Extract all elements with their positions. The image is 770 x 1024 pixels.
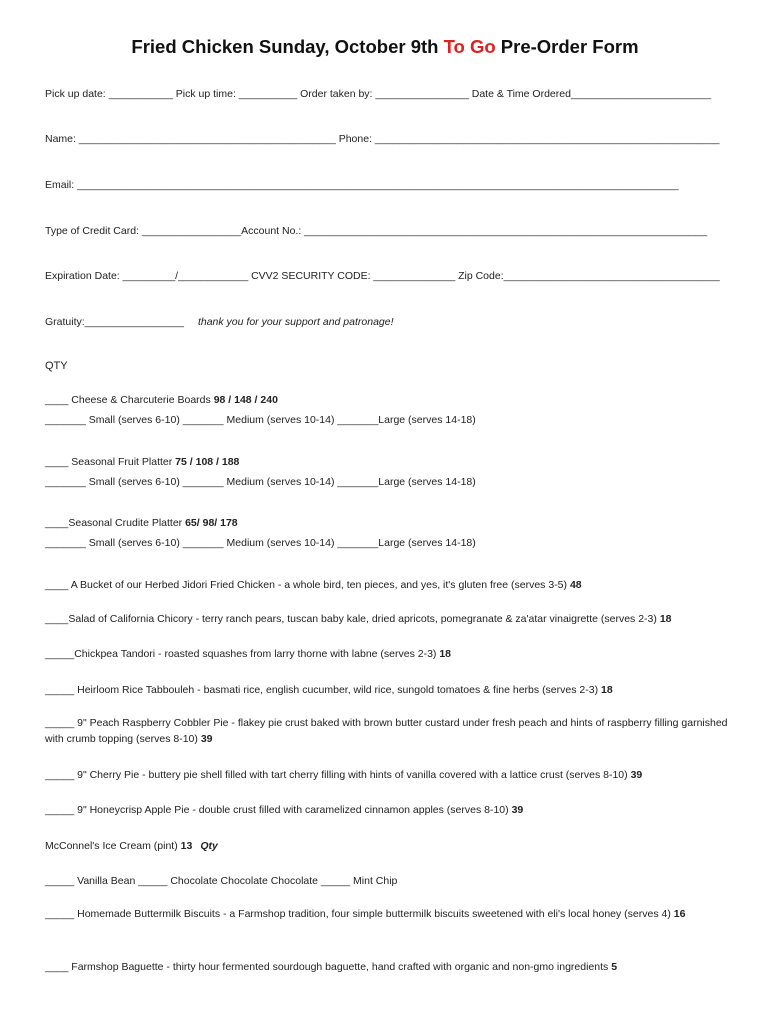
item-cheese-label: ____ Cheese & Charcuterie Boards [45, 394, 214, 406]
item-cherry-label: _____ 9" Cherry Pie - buttery pie shell filled with tart cherry filling with hints of vanilla covered with a lattice crust (serves 8-10) [45, 769, 631, 781]
item-fruit-label: ____ Seasonal Fruit Platter [45, 456, 176, 468]
item-icecream [45, 839, 218, 853]
icecream-flavors[interactable]: _____ Vanilla Bean _____ Chocolate Chocolate Chocolate _____ Mint Chip [45, 875, 398, 887]
pickup-row[interactable]: Pick up date: ___________ Pick up time: __________ Order taken by: ________________ Date & Time Ordered________________________ [45, 88, 712, 100]
item-crudite[interactable] [45, 516, 238, 530]
item-baguette-label: ____ Farmshop Baguette - thirty hour fermented sourdough baguette, hand crafted with organic and non-gmo ingredients [45, 961, 612, 973]
item-cheese-sizes[interactable]: _______ Small (serves 6-10) _______ Medium (serves 10-14) _______Large (serves 14-18) [45, 414, 476, 426]
page-title [0, 36, 770, 58]
item-cherry-pie[interactable] [45, 768, 642, 782]
item-chickpea[interactable] [45, 647, 451, 661]
name-phone-row[interactable]: Name: ____________________________________________ Phone: ___________________________________________________________ [45, 133, 720, 145]
title-to-go: To Go [443, 36, 496, 57]
item-apple-price: 39 [511, 804, 524, 816]
item-icecream-label: McConnel's Ice Cream (pint) [45, 840, 181, 852]
gratuity-field[interactable]: Gratuity:_________________ [45, 316, 184, 328]
item-salad-price: 18 [659, 613, 672, 625]
item-baguette[interactable] [45, 960, 617, 974]
item-salad[interactable] [45, 612, 672, 626]
item-apple-label: _____ 9" Honeycrisp Apple Pie - double crust filled with caramelized cinnamon apples (serves 8-10) [45, 804, 512, 816]
thank-you-note: thank you for your support and patronage! [197, 316, 394, 328]
item-tabbouleh[interactable] [45, 683, 613, 697]
credit-card-row[interactable]: Type of Credit Card: _________________Account No.: _____________________________________________________________________ [45, 225, 708, 237]
item-salad-label: ____Salad of California Chicory - terry ranch pears, tuscan baby kale, dried apricots, pomegranate & za'atar vinaigrette (serves 2-3) [45, 613, 660, 625]
item-chicken-label: ____ A Bucket of our Herbed Jidori Fried Chicken - a whole bird, ten pieces, and yes, it's gluten free (serves 3-5) [45, 579, 570, 591]
item-baguette-price: 5 [611, 961, 618, 973]
item-crudite-sizes[interactable]: _______ Small (serves 6-10) _______ Medium (serves 10-14) _______Large (serves 14-18) [45, 537, 476, 549]
email-row[interactable]: Email: _______________________________________________________________________________________________________ [45, 179, 679, 191]
item-chickpea-label: _____Chickpea Tandori - roasted squashes from larry thorne with labne (serves 2-3) [45, 648, 440, 660]
item-biscuits-label: _____ Homemade Buttermilk Biscuits - a Farmshop tradition, four simple buttermilk biscuits sweetened with eli's local honey (serves 4) [45, 908, 674, 920]
item-chicken[interactable] [45, 578, 582, 592]
item-peach-price: 39 [200, 732, 213, 745]
item-biscuits[interactable] [45, 907, 735, 923]
item-apple-pie[interactable] [45, 803, 523, 817]
gratuity-row [45, 315, 394, 329]
item-tabbouleh-label: _____ Heirloom Rice Tabbouleh - basmati rice, english cucumber, wild rice, sungold tomatoes & fine herbs (serves 2-3) [45, 684, 601, 696]
item-peach-pie[interactable] [45, 716, 735, 747]
item-chickpea-price: 18 [439, 648, 452, 660]
qty-heading: QTY [45, 360, 68, 372]
title-text: Fried Chicken Sunday, October 9th [131, 36, 444, 57]
item-fruit-price: 75 / 108 / 188 [175, 456, 240, 468]
item-fruit[interactable] [45, 455, 239, 469]
title-text-end: Pre-Order Form [495, 36, 639, 57]
item-cheese-price: 98 / 148 / 240 [213, 394, 278, 406]
item-biscuits-price: 16 [673, 908, 686, 920]
item-fruit-sizes[interactable]: _______ Small (serves 6-10) _______ Medium (serves 10-14) _______Large (serves 14-18) [45, 476, 476, 488]
item-chicken-price: 48 [569, 579, 582, 591]
item-icecream-price: 13 [180, 840, 193, 852]
item-cheese[interactable] [45, 393, 278, 407]
item-icecream-qty: Qty [200, 840, 218, 852]
item-tabbouleh-price: 18 [601, 684, 613, 696]
item-crudite-label: ____Seasonal Crudite Platter [45, 517, 186, 529]
item-peach-label: _____ 9" Peach Raspberry Cobbler Pie - flakey pie crust baked with brown butter custard under fresh peach and hints of raspberry filling garnished with crumb topping (serves 8-10) [45, 717, 728, 745]
expiration-row[interactable]: Expiration Date: _________/____________ CVV2 SECURITY CODE: ______________ Zip Code:_____________________________________ [45, 270, 720, 282]
item-crudite-price: 65/ 98/ 178 [185, 517, 238, 529]
item-cherry-price: 39 [630, 769, 643, 781]
